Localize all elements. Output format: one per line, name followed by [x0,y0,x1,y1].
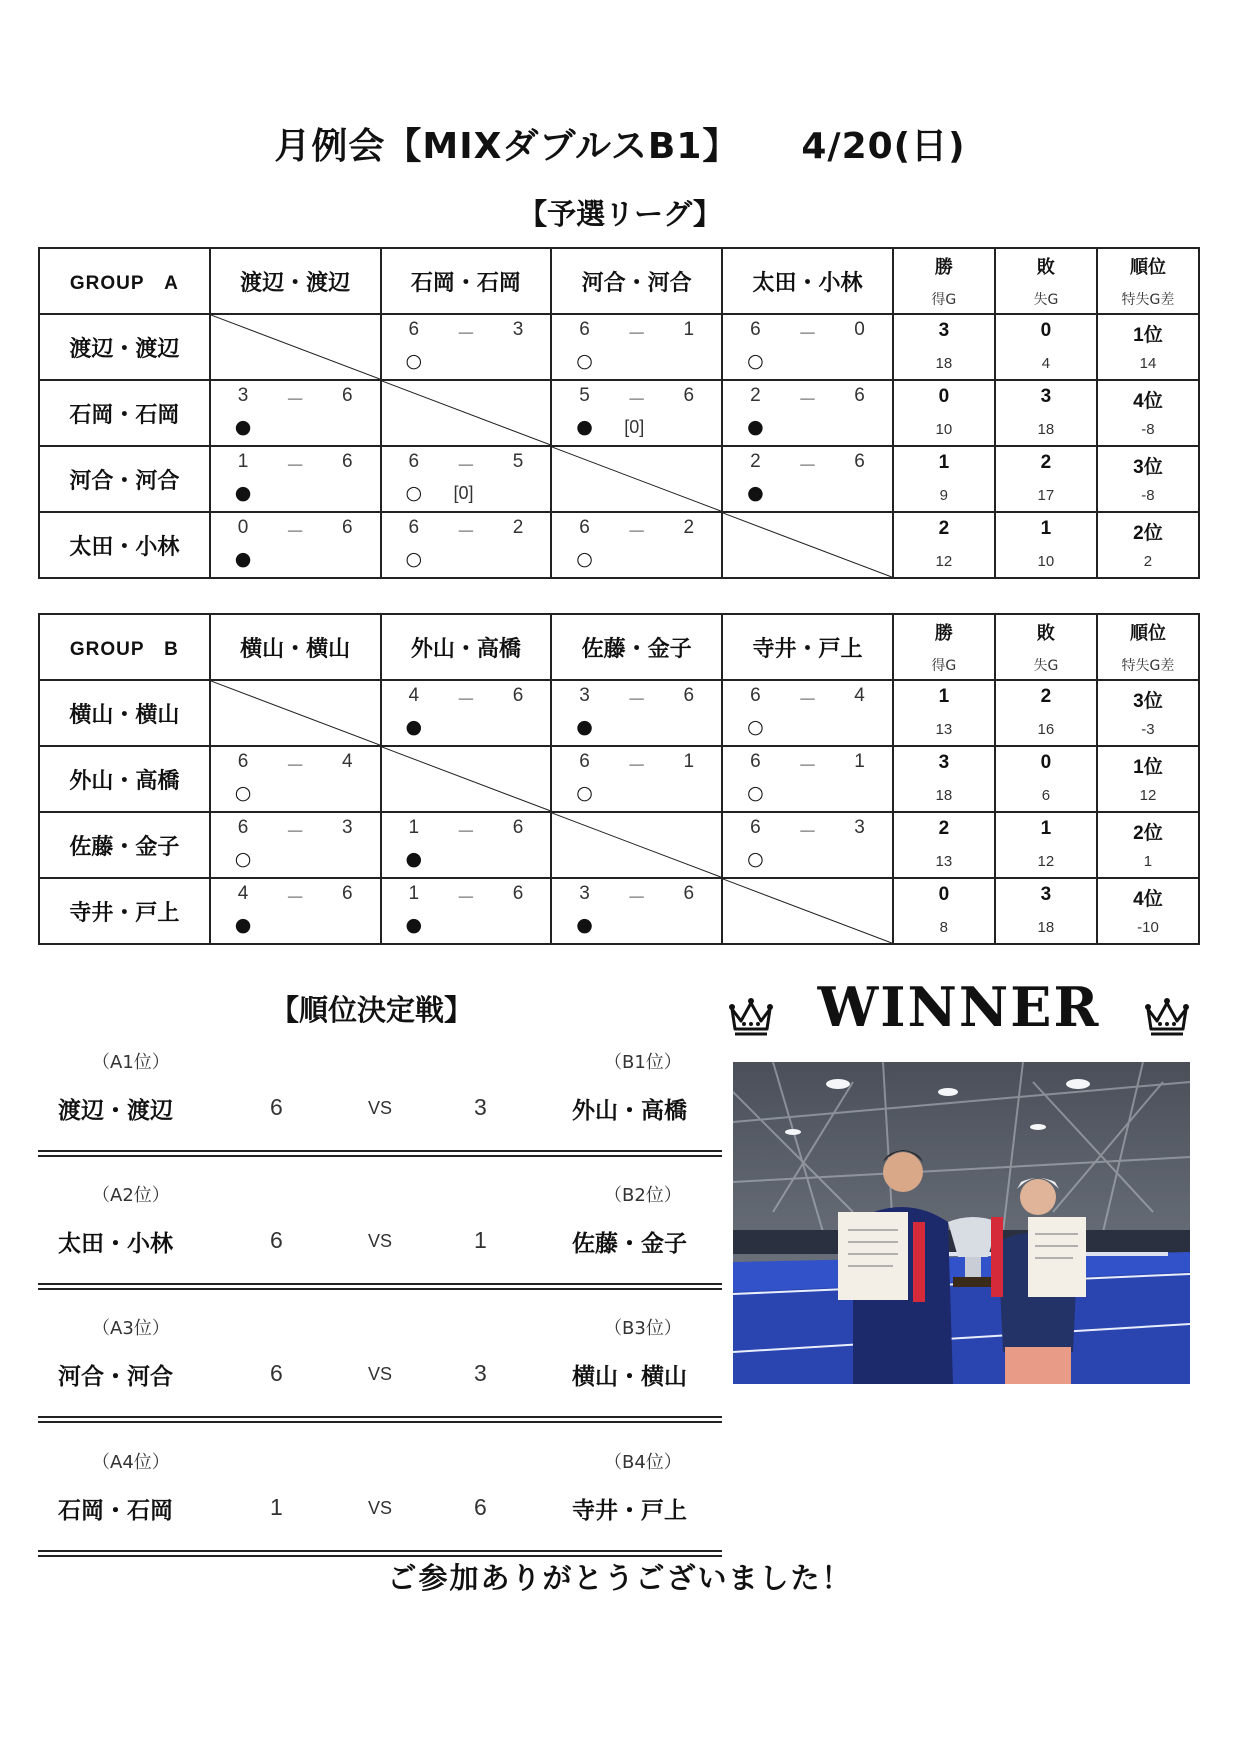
score-dash: － [456,689,476,711]
group-b-table [38,613,1200,945]
score-own: 6 [579,319,590,340]
game-diff-value: 14 [1139,355,1157,372]
table-row [39,878,1199,944]
score-dash: － [456,455,476,477]
table-row [39,314,1199,380]
self-match-cell [722,512,893,578]
match-result-cell [722,746,893,812]
score-own: 6 [750,751,761,772]
games-won-value: 18 [935,355,953,372]
wins-cell [893,512,995,578]
table-row [39,680,1199,746]
losses-label: 敗 [1036,257,1055,278]
score-opponent: 3 [512,319,524,340]
event-date: 4/20(日) [801,126,966,167]
score-opponent: 6 [341,385,353,406]
divider [38,1288,722,1290]
table-row [39,446,1199,512]
match-result-cell [551,380,722,446]
ranking-match [38,1048,718,1180]
row-team-name: 寺井・戸上 [39,878,210,944]
match-result-cell [551,314,722,380]
rank-cell [1097,380,1199,446]
score-opponent: 3 [341,817,353,838]
wins-cell [893,746,995,812]
ranking-match [38,1314,718,1446]
game-diff-label: 特失G差 [1121,292,1175,308]
match-result-cell [722,314,893,380]
match-result-cell [381,446,552,512]
team-a: 河合・河合 [58,1364,173,1390]
match-result-cell [210,512,381,578]
score-own: 3 [579,883,590,904]
games-lost-value: 17 [1037,487,1055,504]
score-own: 6 [237,751,249,772]
score-a: 6 [270,1360,283,1386]
score-opponent: 6 [683,685,695,706]
rank-cell [1097,746,1199,812]
result-mark: ● [234,416,252,438]
result-mark: ● [405,716,423,738]
winner-banner [728,975,1190,1039]
games-won-value: 8 [939,919,949,936]
match-result-cell [381,680,552,746]
game-diff-value: 12 [1139,787,1157,804]
result-mark: ○ [747,350,764,372]
score-own: 0 [237,517,249,538]
self-match-cell [722,878,893,944]
score-own: 5 [579,385,590,406]
wins-value: 1 [938,686,950,707]
losses-header [995,248,1097,314]
score-own: 4 [408,685,420,706]
score-a: 1 [270,1494,283,1520]
score-dash: － [285,455,305,477]
match-result-cell [551,512,722,578]
row-team-name: 外山・高橋 [39,746,210,812]
losses-cell [995,446,1097,512]
score-b: 6 [474,1494,487,1520]
divider [38,1150,722,1152]
score-opponent: 4 [341,751,353,772]
wins-cell [893,680,995,746]
column-team-header: 寺井・戸上 [722,614,893,680]
team-a: 石岡・石岡 [58,1498,173,1524]
wins-value: 1 [938,452,950,473]
vs-label: VS [368,1098,393,1118]
games-lost-value: 10 [1037,553,1055,570]
game-diff-label: 特失G差 [1121,658,1175,674]
result-mark: ○ [234,782,252,804]
games-won-value: 10 [935,421,953,438]
table-row [39,746,1199,812]
losses-cell [995,512,1097,578]
self-match-cell [381,380,552,446]
wins-header [893,248,995,314]
score-dash: － [797,821,817,843]
losses-header [995,614,1097,680]
games-lost-value: 12 [1037,853,1055,870]
column-team-header: 佐藤・金子 [551,614,722,680]
games-lost-value: 4 [1041,355,1051,372]
losses-cell [995,314,1097,380]
losses-value: 1 [1040,518,1052,539]
column-team-header: 横山・横山 [210,614,381,680]
divider [38,1283,722,1285]
wins-value: 3 [938,752,950,773]
result-mark: ● [234,482,252,504]
game-diff-value: -3 [1141,721,1155,738]
score-dash: － [456,821,476,843]
match-result-cell [210,746,381,812]
table-row [39,512,1199,578]
result-mark: ○ [576,782,593,804]
score-own: 3 [237,385,249,406]
group-label: GROUP A [39,248,210,314]
score-dash: － [285,521,305,543]
wins-cell [893,878,995,944]
score-opponent: 4 [854,685,865,706]
match-result-cell [722,812,893,878]
score-b: 1 [474,1227,487,1253]
score-own: 6 [750,685,761,706]
losses-cell [995,380,1097,446]
losses-value: 3 [1040,884,1052,905]
match-result-cell [551,878,722,944]
result-mark: ● [234,548,252,570]
wins-cell [893,446,995,512]
match-result-cell [381,314,552,380]
divider [38,1421,722,1423]
rank-value: 2位 [1133,823,1163,844]
score-own: 3 [579,685,590,706]
result-mark: ○ [747,848,764,870]
row-team-name: 渡辺・渡辺 [39,314,210,380]
wins-label: 勝 [934,257,953,278]
score-a: 6 [270,1094,283,1120]
crown-icon [1144,997,1190,1037]
score-a: 6 [270,1227,283,1253]
score-opponent: 2 [512,517,524,538]
seed-a: （A1位） [92,1052,170,1073]
row-team-name: 佐藤・金子 [39,812,210,878]
team-a: 太田・小林 [58,1231,173,1257]
score-opponent: 6 [683,883,695,904]
match-result-cell [381,512,552,578]
column-team-header: 太田・小林 [722,248,893,314]
result-mark: ○ [576,350,593,372]
rank-cell [1097,680,1199,746]
score-own: 2 [750,451,761,472]
result-mark: ○ [405,482,423,504]
score-dash: － [627,521,647,543]
score-opponent: 3 [854,817,865,838]
match-result-cell [722,446,893,512]
score-own: 6 [408,451,420,472]
score-own: 1 [237,451,249,472]
rank-cell [1097,512,1199,578]
match-result-cell [722,680,893,746]
score-b: 3 [474,1094,487,1120]
vs-label: VS [368,1498,393,1518]
score-own: 6 [237,817,249,838]
score-dash: － [627,389,647,411]
games-lost-value: 18 [1037,421,1055,438]
seed-b: （B2位） [604,1185,682,1206]
divider [38,1416,722,1418]
divider [38,1550,722,1552]
rank-label: 順位 [1129,257,1166,278]
result-mark: ○ [576,548,593,570]
result-mark: ○ [747,782,764,804]
section-title-ranking: 【順位決定戦】 [270,993,474,1027]
match-result-cell [210,878,381,944]
section-title-preliminary: 【予選リーグ】 [518,197,722,231]
rank-header [1097,248,1199,314]
games-lost-label: 失G [1033,658,1059,674]
thanks-message: ご参加ありがとうございました！ [387,1561,853,1595]
seed-b: （B4位） [604,1452,682,1473]
score-opponent: 5 [512,451,524,472]
games-lost-value: 16 [1037,721,1055,738]
team-b: 外山・高橋 [572,1098,687,1124]
self-match-cell [210,314,381,380]
games-won-value: 13 [935,721,953,738]
games-won-label: 得G [931,292,957,308]
result-note: [0] [453,483,474,503]
winner-label: WINNER [817,975,1101,1039]
score-dash: － [285,389,305,411]
game-diff-value: -8 [1141,421,1155,438]
score-own: 6 [750,319,761,340]
row-team-name: 太田・小林 [39,512,210,578]
games-lost-value: 18 [1037,919,1055,936]
score-opponent: 6 [341,517,353,538]
losses-value: 1 [1040,818,1052,839]
team-b: 佐藤・金子 [572,1231,687,1257]
result-mark: ● [234,914,252,936]
score-opponent: 6 [683,385,695,406]
score-own: 6 [750,817,761,838]
game-diff-value: 2 [1143,553,1153,570]
score-dash: － [627,755,647,777]
rank-value: 3位 [1133,691,1163,712]
score-opponent: 6 [341,883,353,904]
wins-cell [893,812,995,878]
score-own: 6 [579,517,590,538]
wins-label: 勝 [934,623,953,644]
score-dash: － [797,389,817,411]
score-dash: － [285,821,305,843]
wins-header [893,614,995,680]
result-mark: ● [576,914,593,936]
match-result-cell [722,380,893,446]
rank-header [1097,614,1199,680]
losses-value: 3 [1040,386,1052,407]
games-lost-value: 6 [1041,787,1051,804]
score-b: 3 [474,1360,487,1386]
score-dash: － [285,755,305,777]
event-title: 月例会【MIXダブルスB1】 [274,126,740,167]
score-opponent: 6 [854,385,865,406]
score-own: 6 [408,517,420,538]
score-opponent: 6 [512,685,524,706]
self-match-cell [381,746,552,812]
score-opponent: 1 [854,751,865,772]
ranking-match [38,1181,718,1313]
score-dash: － [456,323,476,345]
rank-value: 4位 [1133,391,1163,412]
rank-value: 1位 [1133,325,1163,346]
result-note: [0] [624,417,645,437]
seed-b: （B1位） [604,1052,682,1073]
team-a: 渡辺・渡辺 [58,1098,173,1124]
seed-a: （A4位） [92,1452,170,1473]
losses-cell [995,746,1097,812]
losses-label: 敗 [1036,623,1055,644]
score-dash: － [627,323,647,345]
result-mark: ● [576,716,593,738]
result-mark: ○ [747,716,764,738]
rank-cell [1097,878,1199,944]
self-match-cell [210,680,381,746]
winner-photo [733,1062,1190,1384]
column-team-header: 外山・高橋 [381,614,552,680]
score-dash: － [797,323,817,345]
match-result-cell [381,812,552,878]
score-dash: － [456,521,476,543]
result-mark: ● [747,416,764,438]
games-lost-label: 失G [1033,292,1059,308]
games-won-value: 13 [935,853,953,870]
result-mark: ○ [234,848,252,870]
rank-cell [1097,446,1199,512]
match-result-cell [551,680,722,746]
seed-a: （A2位） [92,1185,170,1206]
score-dash: － [627,689,647,711]
score-opponent: 6 [512,817,524,838]
match-result-cell [210,446,381,512]
rank-value: 2位 [1133,523,1163,544]
match-result-cell [210,380,381,446]
seed-b: （B3位） [604,1318,682,1339]
wins-cell [893,314,995,380]
row-team-name: 横山・横山 [39,680,210,746]
seed-a: （A3位） [92,1318,170,1339]
vs-label: VS [368,1364,393,1384]
table-row [39,380,1199,446]
score-opponent: 6 [512,883,524,904]
score-dash: － [797,689,817,711]
losses-value: 0 [1040,752,1052,773]
team-b: 寺井・戸上 [572,1498,687,1524]
game-diff-value: 1 [1143,853,1153,870]
score-dash: － [285,887,305,909]
match-result-cell [210,812,381,878]
group-label: GROUP B [39,614,210,680]
self-match-cell [551,812,722,878]
rank-value: 1位 [1133,757,1163,778]
column-team-header: 河合・河合 [551,248,722,314]
wins-cell [893,380,995,446]
match-result-cell [381,878,552,944]
score-dash: － [627,887,647,909]
divider [38,1155,722,1157]
games-won-value: 12 [935,553,953,570]
result-mark: ● [747,482,764,504]
rank-cell [1097,812,1199,878]
rank-label: 順位 [1129,623,1166,644]
score-own: 1 [408,883,420,904]
team-b: 横山・横山 [572,1364,687,1390]
page-title [0,118,1240,169]
score-opponent: 2 [683,517,695,538]
score-opponent: 1 [683,319,695,340]
score-opponent: 0 [854,319,865,340]
score-dash: － [456,887,476,909]
match-result-cell [551,746,722,812]
result-mark: ● [405,848,423,870]
losses-cell [995,878,1097,944]
row-team-name: 石岡・石岡 [39,380,210,446]
losses-cell [995,680,1097,746]
column-team-header: 渡辺・渡辺 [210,248,381,314]
score-opponent: 1 [683,751,695,772]
losses-value: 0 [1040,320,1052,341]
wins-value: 2 [938,518,950,539]
score-opponent: 6 [854,451,865,472]
score-own: 6 [579,751,590,772]
score-own: 4 [237,883,249,904]
score-own: 6 [408,319,420,340]
score-opponent: 6 [341,451,353,472]
group-a-table [38,247,1200,579]
losses-cell [995,812,1097,878]
wins-value: 0 [938,386,950,407]
result-mark: ● [576,416,593,438]
wins-value: 2 [938,818,950,839]
score-own: 1 [408,817,420,838]
score-own: 2 [750,385,761,406]
result-mark: ● [405,914,423,936]
games-won-label: 得G [931,658,957,674]
wins-value: 0 [938,884,950,905]
vs-label: VS [368,1231,393,1251]
score-dash: － [797,455,817,477]
game-diff-value: -10 [1137,919,1159,936]
score-dash: － [797,755,817,777]
games-won-value: 18 [935,787,953,804]
rank-value: 4位 [1133,889,1163,910]
table-row [39,812,1199,878]
result-mark: ○ [405,548,423,570]
self-match-cell [551,446,722,512]
wins-value: 3 [938,320,950,341]
column-team-header: 石岡・石岡 [381,248,552,314]
rank-cell [1097,314,1199,380]
games-won-value: 9 [939,487,949,504]
losses-value: 2 [1040,452,1052,473]
result-mark: ○ [405,350,423,372]
game-diff-value: -8 [1141,487,1155,504]
losses-value: 2 [1040,686,1052,707]
rank-value: 3位 [1133,457,1163,478]
row-team-name: 河合・河合 [39,446,210,512]
